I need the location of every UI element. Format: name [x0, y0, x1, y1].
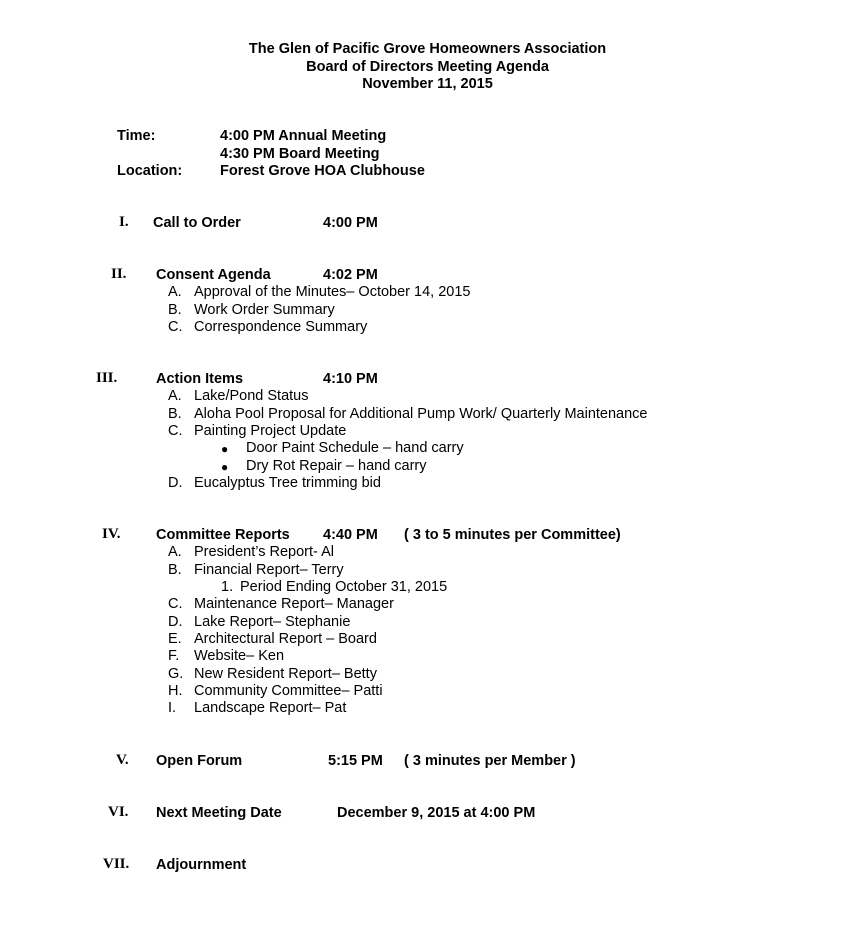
location-label: Location: — [117, 163, 183, 179]
list-item: Landscape Report– Pat — [194, 700, 347, 716]
section-numeral: VI. — [108, 804, 129, 820]
location-value: Forest Grove HOA Clubhouse — [220, 163, 425, 179]
header-date: November 11, 2015 — [362, 76, 493, 92]
next-meeting-date: December 9, 2015 at 4:00 PM — [337, 805, 536, 821]
item-letter: A. — [168, 388, 182, 404]
item-letter: H. — [168, 683, 183, 699]
list-item: Work Order Summary — [194, 302, 335, 318]
header-subtitle: Board of Directors Meeting Agenda — [306, 59, 549, 75]
list-item: Approval of the Minutes– October 14, 2015 — [194, 284, 471, 300]
time-label: Time: — [117, 128, 156, 144]
item-letter: G. — [168, 666, 184, 682]
section-numeral: I. — [119, 214, 129, 230]
time-board-meeting: 4:30 PM Board Meeting — [220, 146, 380, 162]
list-item: Maintenance Report– Manager — [194, 596, 394, 612]
item-letter: C. — [168, 423, 183, 439]
time-annual-meeting: 4:00 PM Annual Meeting — [220, 128, 387, 144]
section-title-open-forum: Open Forum — [156, 753, 243, 769]
section-numeral: II. — [111, 266, 127, 282]
section-note: ( 3 to 5 minutes per Committee) — [404, 527, 621, 543]
bullet-item: Door Paint Schedule – hand carry — [246, 440, 464, 456]
list-item: Website– Ken — [194, 648, 285, 664]
item-letter: D. — [168, 614, 183, 630]
section-time: 4:40 PM — [323, 527, 378, 543]
section-numeral: V. — [116, 752, 129, 768]
section-title-call-to-order: Call to Order — [153, 215, 241, 231]
item-letter: E. — [168, 631, 182, 647]
list-item: Financial Report– Terry — [194, 562, 344, 578]
section-numeral: III. — [96, 370, 118, 386]
section-numeral: IV. — [102, 526, 121, 542]
section-time: 4:00 PM — [323, 215, 378, 231]
item-letter: A. — [168, 544, 182, 560]
bullet-item: Dry Rot Repair – hand carry — [246, 458, 427, 474]
list-item: Lake/Pond Status — [194, 388, 309, 404]
list-item: Community Committee– Patti — [194, 683, 383, 699]
item-letter: F. — [168, 648, 180, 664]
bullet-icon: ● — [221, 460, 229, 474]
section-time: 4:02 PM — [323, 267, 378, 283]
item-letter: B. — [168, 302, 182, 318]
list-item: Painting Project Update — [194, 423, 347, 439]
section-time: 5:15 PM — [328, 753, 383, 769]
section-title-action-items: Action Items — [156, 371, 244, 387]
list-item: Architectural Report – Board — [194, 631, 377, 647]
list-item: Aloha Pool Proposal for Additional Pump Work/ Quarterly Maintenance — [194, 406, 648, 422]
section-title-consent-agenda: Consent Agenda — [156, 267, 271, 283]
bullet-icon: ● — [221, 442, 229, 456]
section-note: ( 3 minutes per Member ) — [404, 753, 576, 769]
sub-list-item: Period Ending October 31, 2015 — [240, 579, 448, 595]
list-item: Lake Report– Stephanie — [194, 614, 351, 630]
item-letter: A. — [168, 284, 182, 300]
sub-item-number: 1. — [221, 579, 234, 595]
item-letter: B. — [168, 406, 182, 422]
item-letter: C. — [168, 596, 183, 612]
list-item: New Resident Report– Betty — [194, 666, 377, 682]
section-numeral: VII. — [103, 856, 130, 872]
item-letter: I. — [168, 700, 177, 716]
list-item: Eucalyptus Tree trimming bid — [194, 475, 381, 491]
section-title-committee-reports: Committee Reports — [156, 527, 290, 543]
item-letter: C. — [168, 319, 183, 335]
list-item: Correspondence Summary — [194, 319, 368, 335]
section-time: 4:10 PM — [323, 371, 378, 387]
list-item: President’s Report- Al — [194, 544, 334, 560]
section-title-adjournment: Adjournment — [156, 857, 247, 873]
item-letter: B. — [168, 562, 182, 578]
item-letter: D. — [168, 475, 183, 491]
header-title: The Glen of Pacific Grove Homeowners Association — [248, 41, 607, 57]
section-title-next-meeting: Next Meeting Date — [156, 805, 282, 821]
